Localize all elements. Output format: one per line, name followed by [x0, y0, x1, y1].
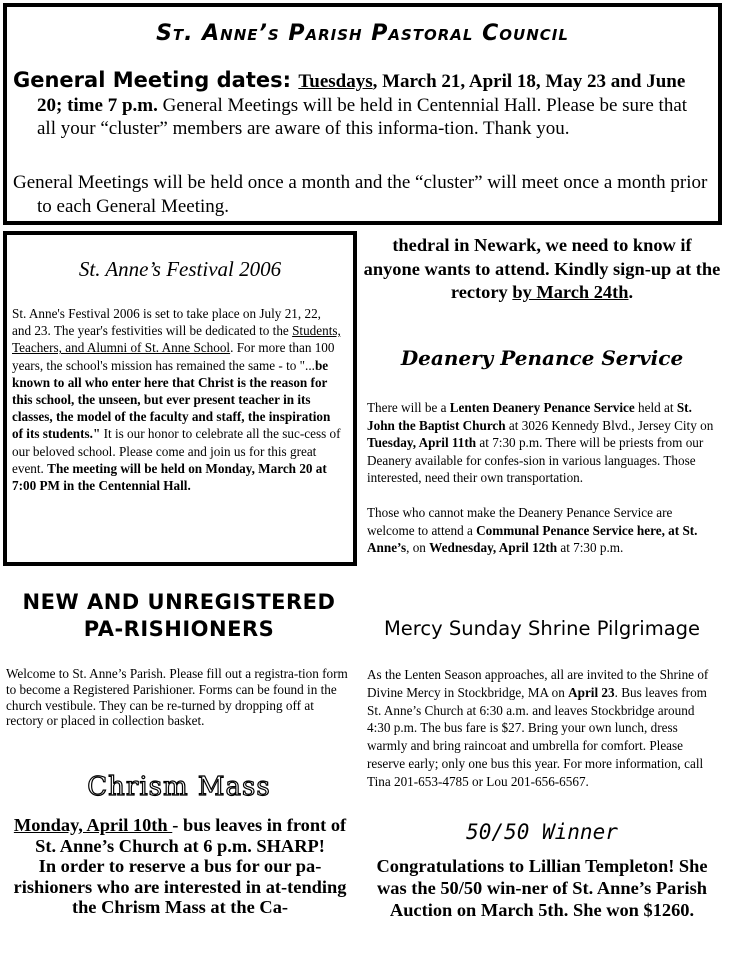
festival-mission-quote: be known to all who enter here that Christ is the reason for this school, the unseen, but ever present teacher in its classes, the model of the faculty and staff, the inspiration of its students."	[12, 357, 331, 442]
text: at 7:30 p.m.	[557, 540, 624, 556]
service-date: Tuesday, April 11th	[367, 435, 477, 451]
chrism-continued: thedral in Newark, we need to know if anyone wants to attend. Kindly sign-up at the rectory	[363, 235, 721, 302]
text: As the Lenten Season approaches, all are invited to the Shrine of Divine Mercy in Stockbridge, MA on	[367, 667, 709, 700]
new-parishioners-body: Welcome to St. Anne’s Parish. Please fill out a registra-tion form to become a Registered Parishioner. Forms can be found in the church vestibule. They can be re-turned by dropping off at rectory or placed in collection basket.	[6, 666, 348, 729]
service-name: Lenten Deanery Penance Service	[449, 400, 635, 415]
festival-box	[3, 231, 357, 566]
chrism-mass-body	[4, 815, 356, 918]
mercy-sunday-title: Mercy Sunday Shrine Pilgrimage	[383, 617, 701, 640]
chrism-period: .	[628, 282, 634, 302]
text: . Bus leaves from St. Anne’s Church at 6:30 a.m. and leaves Stockbridge around 4:30 p.m. The bus fare is $27. Bring your own lunch, dress warmly and bring raincoat and umbrella for comfort. Please reserve early; only one bus this year. For more information, call Tina 201-653-4785 or Lou 201-656-6567.	[367, 684, 707, 789]
festival-meeting-info: The meeting will be held on Monday, March 20 at 7:00 PM in the Centennial Hall.	[12, 460, 327, 494]
chrism-continued-text	[362, 234, 722, 305]
meeting-dates: , March 21, April 18, May 23 and June 20; time 7 p.m.	[37, 71, 686, 116]
text: , on	[406, 540, 430, 556]
festival-text: It is our honor to celebrate all the suc-cess of our beloved school. Please come and join us for this great event.	[12, 426, 341, 476]
festival-title: St. Anne’s Festival 2006	[78, 257, 282, 281]
deanery-paragraph	[367, 399, 719, 487]
chrism-bus-text: - bus leaves in front of St. Anne’s Church at 6 p.m. SHARP!	[35, 815, 347, 856]
winner-title: 50/50 Winner	[466, 820, 618, 844]
winner-body: Congratulations to Lillian Templeton! She was the 50/50 win-ner of St. Anne’s Parish Auction on March 5th. She won $1260.	[376, 856, 708, 920]
new-parishioners-title: NEW AND UNREGISTERED PA-RISHIONERS	[22, 590, 336, 641]
festival-dedication: Students, Teachers, and Alumni of St. Anne School	[12, 323, 341, 356]
communal-penance-paragraph	[367, 504, 719, 557]
festival-text: St. Anne's Festival 2006 is set to take place on July 21, 22, and 23. The year's festivities will be dedicated to the	[12, 306, 321, 339]
council-title: St. Anne’s Parish Pastoral Council	[156, 21, 569, 46]
church-name: St. John the Baptist Church	[367, 400, 692, 433]
meeting-dates-paragraph	[13, 69, 710, 141]
chrism-reserve-paragraph: In order to reserve a bus for our pa-rishioners who are interested in at-tending the Chrism Mass at the Ca-	[13, 856, 347, 917]
meeting-location-text: General Meetings will be held in Centennial Hall. Please be sure that all your “cluster” members are aware of this informa-tion. Thank you.	[37, 94, 688, 139]
festival-text: . For more than 100 years, the school's mission has remained the same - to "...	[12, 340, 335, 373]
text: at 3026 Kennedy Blvd., Jersey City on	[505, 417, 714, 433]
festival-body	[12, 305, 343, 494]
meeting-frequency-paragraph: General Meetings will be held once a month and the “cluster” will meet once a month prior to each General Meeting.	[13, 172, 708, 217]
text: at 7:30 p.m. There will be priests from our Deanery available for confes-sion in various languages. Those interested, need their own transportation.	[367, 435, 704, 486]
text: There will be a	[367, 400, 450, 415]
chrism-deadline: by March 24th	[512, 282, 629, 302]
deanery-penance-body	[367, 399, 719, 557]
chrism-bus-paragraph	[4, 815, 356, 856]
text: Those who cannot make the Deanery Penance Service are welcome to attend a	[367, 504, 673, 538]
meeting-dates-label: General Meeting dates	[13, 68, 283, 92]
mercy-sunday-body	[367, 666, 719, 791]
meeting-day: Tuesdays	[298, 71, 373, 92]
chrism-date: Monday, April 10th	[13, 815, 173, 835]
pastoral-council-box	[3, 3, 722, 225]
communal-service-date: Wednesday, April 12th	[429, 540, 558, 556]
deanery-penance-title: Deanery Penance Service	[400, 346, 684, 370]
pilgrimage-date: April 23	[568, 684, 615, 700]
text: held at	[634, 400, 677, 415]
label-colon: :	[282, 68, 299, 92]
communal-service-name: Communal Penance Service here, at St. Anne’s	[367, 522, 698, 556]
chrism-mass-title: Chrism Mass	[87, 772, 271, 802]
